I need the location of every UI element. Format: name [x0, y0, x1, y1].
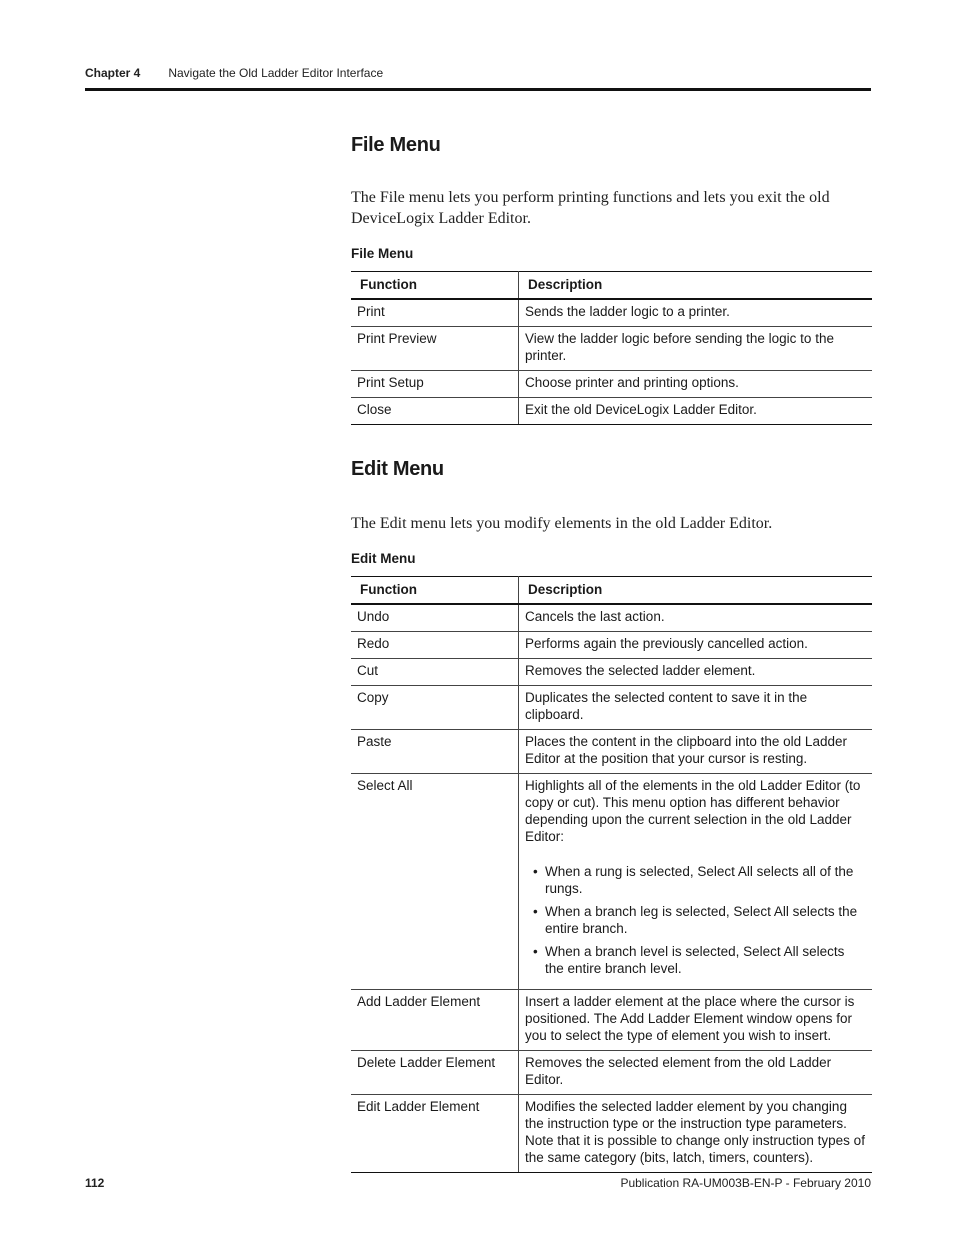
function-cell: Undo — [351, 604, 519, 632]
bullet-item: • When a branch leg is selected, Select All selects the entire branch. — [539, 903, 866, 937]
table-row — [351, 604, 872, 632]
edit-menu-heading: Edit Menu — [351, 458, 444, 480]
table-row — [351, 1051, 872, 1095]
table-row — [351, 686, 872, 730]
table-row — [351, 299, 872, 327]
description-cell: Sends the ladder logic to a printer. — [519, 299, 873, 327]
file-menu-table — [351, 271, 872, 425]
description-cell: Removes the selected ladder element. — [519, 659, 873, 686]
description-cell: Insert a ladder element at the place where the cursor is positioned. The Add Ladder Element window opens for you to select the type of element you wish to insert. — [519, 990, 873, 1051]
table-row — [351, 659, 872, 686]
running-header — [85, 66, 383, 80]
column-header-function: Function — [351, 272, 519, 300]
table-row — [351, 632, 872, 659]
description-cell: Cancels the last action. — [519, 604, 873, 632]
column-header-function: Function — [351, 577, 519, 605]
description-cell: View the ladder logic before sending the logic to the printer. — [519, 327, 873, 371]
file-menu-intro: The File menu lets you perform printing functions and lets you exit the old DeviceLogix Ladder Editor. — [351, 189, 830, 227]
table-header-row — [351, 272, 872, 300]
file-menu-table-caption: File Menu — [351, 246, 414, 261]
function-cell: Edit Ladder Element — [351, 1095, 519, 1173]
bullet-item: • When a rung is selected, Select All selects all of the rungs. — [539, 863, 866, 897]
description-cell: Modifies the selected ladder element by you changing the instruction type or the instruction type parameters. Note that it is possible to change only instruction types of the same category (bits, latch, timers, counters). — [519, 1095, 873, 1173]
edit-menu-table-caption: Edit Menu — [351, 551, 416, 566]
publication-info: Publication RA-UM003B-EN-P - February 2010 — [620, 1176, 871, 1190]
file-menu-section — [351, 134, 872, 425]
description-text: Highlights all of the elements in the old Ladder Editor (to copy or cut). This menu option has different behavior depending upon the current selection in the old Ladder Editor: — [525, 778, 861, 844]
table-row — [351, 774, 872, 990]
page-number: 112 — [85, 1176, 105, 1190]
function-cell: Close — [351, 398, 519, 425]
chapter-title: Navigate the Old Ladder Editor Interface — [168, 66, 384, 80]
function-cell: Select All — [351, 774, 519, 990]
function-cell: Copy — [351, 686, 519, 730]
description-cell: Performs again the previously cancelled action. — [519, 632, 873, 659]
table-header-row — [351, 577, 872, 605]
table-row — [351, 398, 872, 425]
column-header-description: Description — [519, 272, 873, 300]
bullet-list — [525, 863, 866, 977]
table-row — [351, 730, 872, 774]
edit-menu-table — [351, 576, 872, 1173]
description-cell: Removes the selected element from the old Ladder Editor. — [519, 1051, 873, 1095]
description-cell: Places the content in the clipboard into the old Ladder Editor at the position that your cursor is resting. — [519, 730, 873, 774]
function-cell: Print — [351, 299, 519, 327]
description-cell — [519, 774, 873, 990]
function-cell: Print Preview — [351, 327, 519, 371]
header-rule — [85, 88, 871, 91]
chapter-label: Chapter 4 — [85, 66, 141, 80]
function-cell: Redo — [351, 632, 519, 659]
table-row — [351, 1095, 872, 1173]
table-row — [351, 990, 872, 1051]
function-cell: Paste — [351, 730, 519, 774]
edit-menu-section — [351, 458, 872, 1173]
table-row — [351, 327, 872, 371]
file-menu-heading: File Menu — [351, 134, 441, 156]
function-cell: Cut — [351, 659, 519, 686]
function-cell: Print Setup — [351, 371, 519, 398]
column-header-description: Description — [519, 577, 873, 605]
description-cell: Exit the old DeviceLogix Ladder Editor. — [519, 398, 873, 425]
table-row — [351, 371, 872, 398]
bullet-item: • When a branch level is selected, Select All selects the entire branch level. — [539, 943, 866, 977]
description-cell: Choose printer and printing options. — [519, 371, 873, 398]
description-cell: Duplicates the selected content to save it in the clipboard. — [519, 686, 873, 730]
function-cell: Delete Ladder Element — [351, 1051, 519, 1095]
edit-menu-intro: The Edit menu lets you modify elements in the old Ladder Editor. — [351, 515, 773, 532]
function-cell: Add Ladder Element — [351, 990, 519, 1051]
